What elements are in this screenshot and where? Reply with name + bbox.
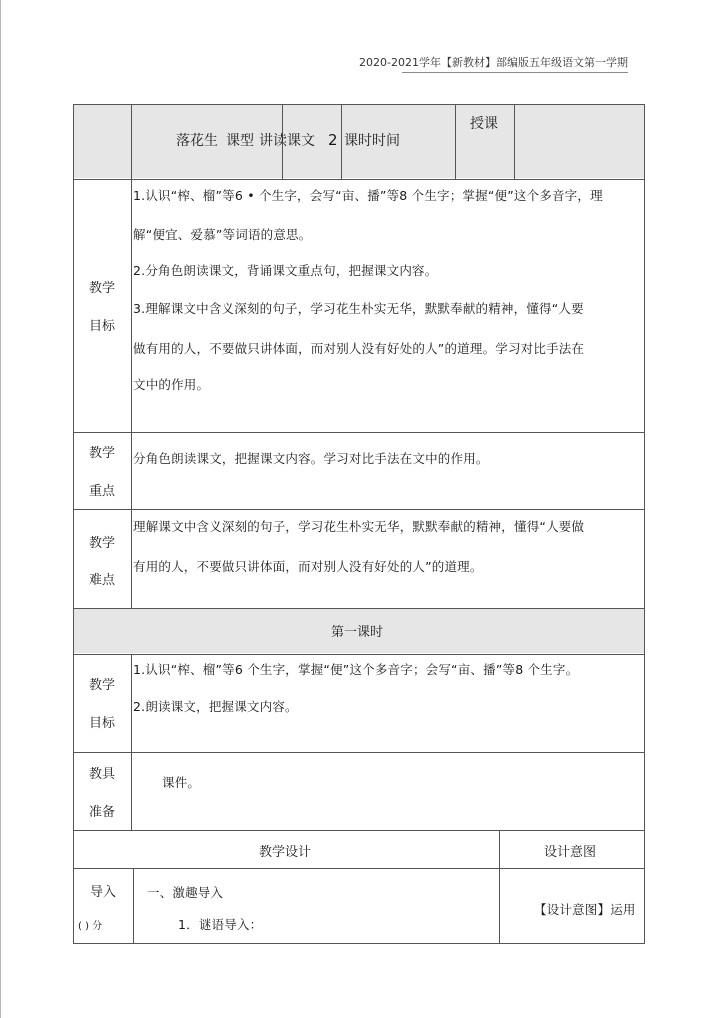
lesson-hours: 2 [328,131,338,149]
row-divider [73,432,645,433]
title-cell-divider [341,104,342,179]
objectives-line: 3.理解课文中含义深刻的句子，学习花生朴实无华，默默奉献的精神，懂得“人要 [133,301,584,316]
title-cell-divider [455,104,456,179]
intro-item: 1．谜语导入： [178,917,263,932]
difficulties-line: 理解课文中含义深刻的句子，学习花生朴实无华，默默奉献的精神，懂得“人要做 [133,519,585,534]
lesson-one-title: 第一课时 [331,625,384,640]
row-divider [73,830,645,831]
objectives-line: 解“便宜、爱慕”等词语的意思。 [133,227,312,242]
design-label: 教学设计 [259,845,312,860]
row-divider [73,752,645,753]
difficulties-line: 有用的人，不要做只讲体面，而对别人没有好处的人”的道理。 [133,559,483,574]
objectives-line: 1.认识“榨、榴”等6 • 个生字，会写“亩、播”等8 个生字；掌握“便”这个多音字，理 [133,188,603,203]
row-divider [73,654,645,655]
table-border-bottom [73,943,645,944]
label-column-divider [131,654,132,830]
materials-label-line1: 教具 [88,767,115,782]
document-header: 2020-2021学年【新教材】部编版五年级语文第一学期 [359,56,628,69]
intent-column-divider [499,830,500,944]
row-divider [73,868,645,869]
materials-text: 课件。 [162,775,201,790]
lesson-objectives-line: 2.朗读课文，把握课文内容。 [133,699,298,714]
row-divider [73,179,645,180]
lesson-objectives-line: 1.认识“榨、榴”等6 个生字，掌握“便”这个多音字；会写“亩、播”等8 个生字。 [133,662,579,677]
objectives-label-line2: 目标 [88,319,115,334]
lesson-title: 落花生 [176,133,218,149]
objectives-line: 文中的作用。 [133,377,210,392]
label-column-divider [131,104,132,609]
table-border-top [73,104,645,105]
objectives-line: 2.分角色朗读课文，背诵课文重点句，把握课文内容。 [133,263,438,278]
header-rule [402,72,628,73]
lesson-type-value: 讲读课文 [259,133,315,149]
table-border-right [644,104,645,944]
intent-label: 设计意图 [544,845,597,860]
lesson-objectives-label-line1: 教学 [88,678,115,693]
lesson-objectives-label-line2: 目标 [88,716,115,731]
objectives-label-line1: 教学 [88,281,115,296]
lesson-hours-label: 课时时间 [344,133,400,149]
key-points-label-line2: 重点 [88,484,115,499]
materials-label-line2: 准备 [88,805,115,820]
objectives-line: 做有用的人，不要做只讲体面，而对别人没有好处的人”的道理。学习对比手法在 [133,341,585,356]
teaching-label: 授课 [470,116,498,132]
key-points-text: 分角色朗读课文，把握课文内容。学习对比手法在文中的作用。 [133,451,489,466]
label-column-divider [133,868,134,944]
intro-label: 导入 [89,885,116,900]
difficulties-label-line2: 难点 [88,573,115,588]
title-cell-divider [514,104,515,179]
row-divider [73,509,645,510]
intro-section: 一、激趣导入 [147,885,224,900]
difficulties-label-line1: 教学 [88,536,115,551]
key-points-label-line1: 教学 [88,446,115,461]
intro-intent: 【设计意图】运用 [534,902,636,917]
row-divider [73,608,645,609]
page-edge [0,0,1,1018]
lesson-type-label: 课型 [226,133,254,149]
intro-minutes: ( ) 分 [78,921,103,932]
